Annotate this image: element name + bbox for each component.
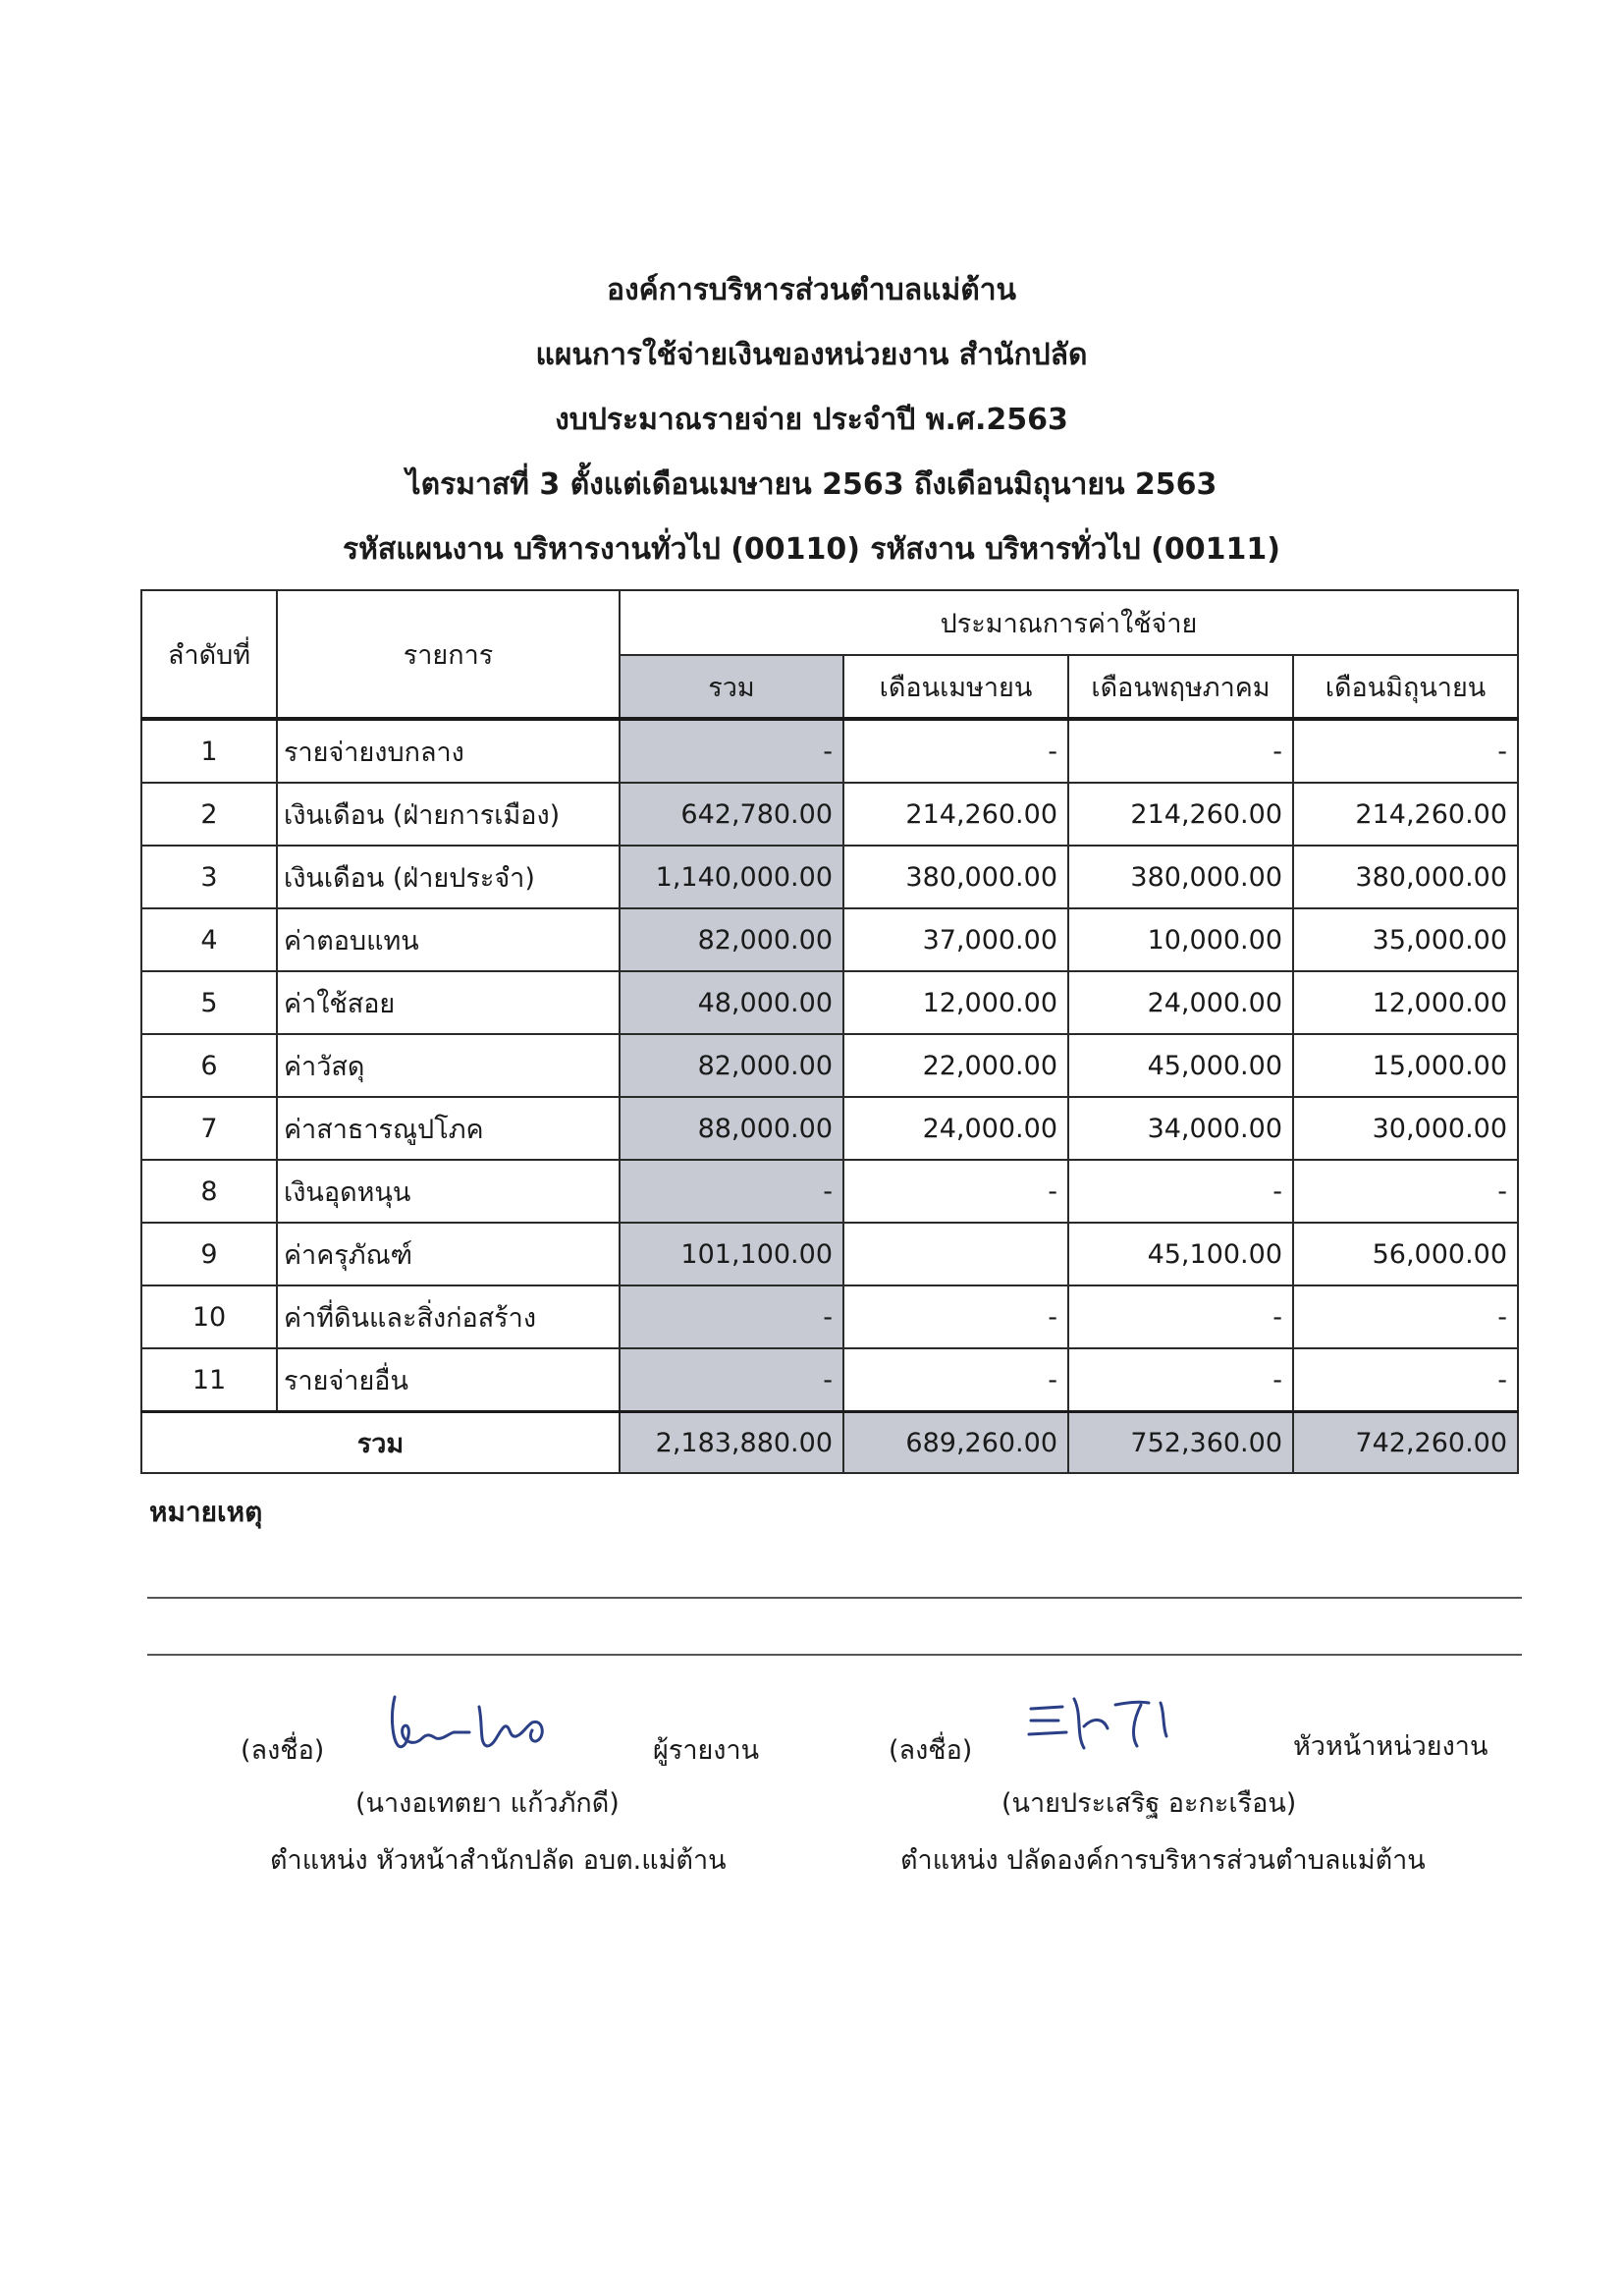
row-total: 1,140,000.00 <box>620 846 843 908</box>
row-june: - <box>1293 1348 1518 1412</box>
row-may: 10,000.00 <box>1068 908 1293 971</box>
row-june: - <box>1293 1285 1518 1348</box>
table-row <box>141 846 1518 908</box>
row-total: 82,000.00 <box>620 1034 843 1097</box>
row-no: 2 <box>141 783 277 846</box>
table-row <box>141 783 1518 846</box>
row-no: 6 <box>141 1034 277 1097</box>
row-total: 101,100.00 <box>620 1223 843 1285</box>
org-name: องค์การบริหารส่วนตำบลแม่ต้าน <box>606 273 1017 307</box>
total-row <box>141 1412 1518 1474</box>
row-june: - <box>1293 719 1518 783</box>
remarks-line-2 <box>147 1654 1522 1656</box>
right-role: หัวหน้าหน่วยงาน <box>1293 1731 1488 1762</box>
row-no: 5 <box>141 971 277 1034</box>
row-april: - <box>843 1348 1068 1412</box>
row-item: เงินเดือน (ฝ่ายการเมือง) <box>277 783 620 846</box>
row-may: 24,000.00 <box>1068 971 1293 1034</box>
row-may: - <box>1068 1348 1293 1412</box>
row-item: ค่าสาธารณูปโภค <box>277 1097 620 1160</box>
row-item: รายจ่ายอื่น <box>277 1348 620 1412</box>
row-june: 214,260.00 <box>1293 783 1518 846</box>
table-row <box>141 1348 1518 1412</box>
row-total: 48,000.00 <box>620 971 843 1034</box>
row-no: 3 <box>141 846 277 908</box>
col-header-may: เดือนพฤษภาคม <box>1068 655 1293 719</box>
row-may: - <box>1068 719 1293 783</box>
row-may: 45,000.00 <box>1068 1034 1293 1097</box>
row-no: 11 <box>141 1348 277 1412</box>
col-header-june: เดือนมิถุนายน <box>1293 655 1518 719</box>
table-row <box>141 1097 1518 1160</box>
left-role: ผู้รายงาน <box>653 1735 760 1766</box>
row-april: 24,000.00 <box>843 1097 1068 1160</box>
col-header-total: รวม <box>620 655 843 719</box>
row-no: 4 <box>141 908 277 971</box>
table-body <box>141 719 1518 1473</box>
row-total: - <box>620 1348 843 1412</box>
right-position: ตำแหน่ง ปลัดองค์การบริหารส่วนตำบลแม่ต้าน <box>900 1845 1426 1876</box>
left-name: (นางอเทตยา แก้วภักดี) <box>355 1788 620 1819</box>
row-item: ค่าครุภัณฑ์ <box>277 1223 620 1285</box>
table-row <box>141 1034 1518 1097</box>
row-june: 12,000.00 <box>1293 971 1518 1034</box>
row-no: 1 <box>141 719 277 783</box>
quarter-range: ไตรมาสที่ 3 ตั้งแต่เดือนเมษายน 2563 ถึงเดือนมิถุนายน 2563 <box>406 467 1217 502</box>
row-item: ค่าตอบแทน <box>277 908 620 971</box>
right-name: (นายประเสริฐ อะกะเรือน) <box>1001 1788 1297 1819</box>
plan-title: แผนการใช้จ่ายเงินของหน่วยงาน สำนักปลัด <box>535 338 1088 372</box>
row-total: - <box>620 1160 843 1223</box>
table-header <box>141 590 1518 719</box>
document-header <box>0 275 1623 599</box>
row-april: 37,000.00 <box>843 908 1068 971</box>
row-total: 642,780.00 <box>620 783 843 846</box>
row-june: 35,000.00 <box>1293 908 1518 971</box>
row-june: 380,000.00 <box>1293 846 1518 908</box>
row-june: 56,000.00 <box>1293 1223 1518 1285</box>
left-position: ตำแหน่ง หัวหน้าสำนักปลัด อบต.แม่ต้าน <box>270 1845 727 1876</box>
row-total: - <box>620 719 843 783</box>
table-row <box>141 971 1518 1034</box>
table-row <box>141 1160 1518 1223</box>
row-total: 88,000.00 <box>620 1097 843 1160</box>
right-sign-label: (ลงชื่อ) <box>889 1735 973 1766</box>
row-april: 380,000.00 <box>843 846 1068 908</box>
remarks-line-1 <box>147 1597 1522 1599</box>
row-june: - <box>1293 1160 1518 1223</box>
row-may: 45,100.00 <box>1068 1223 1293 1285</box>
col-header-item: รายการ <box>277 590 620 719</box>
row-item: ค่าใช้สอย <box>277 971 620 1034</box>
row-april: - <box>843 1285 1068 1348</box>
table-row <box>141 1223 1518 1285</box>
row-may: - <box>1068 1160 1293 1223</box>
plan-code: รหัสแผนงาน บริหารงานทั่วไป (00110) รหัสงาน บริหารทั่วไป (00111) <box>343 532 1280 567</box>
row-item: เงินอุดหนุน <box>277 1160 620 1223</box>
row-june: 30,000.00 <box>1293 1097 1518 1160</box>
total-may: 752,360.00 <box>1068 1412 1293 1474</box>
row-no: 10 <box>141 1285 277 1348</box>
row-item: เงินเดือน (ฝ่ายประจำ) <box>277 846 620 908</box>
row-april <box>843 1223 1068 1285</box>
row-item: ค่าวัสดุ <box>277 1034 620 1097</box>
row-april: - <box>843 1160 1068 1223</box>
row-april: 12,000.00 <box>843 971 1068 1034</box>
row-may: - <box>1068 1285 1293 1348</box>
left-signature-image <box>385 1687 562 1766</box>
row-total: - <box>620 1285 843 1348</box>
table-row <box>141 719 1518 783</box>
total-label: รวม <box>141 1412 620 1474</box>
col-header-no: ลำดับที่ <box>141 590 277 719</box>
left-sign-label: (ลงชื่อ) <box>241 1735 325 1766</box>
row-no: 7 <box>141 1097 277 1160</box>
row-total: 82,000.00 <box>620 908 843 971</box>
col-header-group: ประมาณการค่าใช้จ่าย <box>620 590 1518 655</box>
budget-table <box>140 589 1519 1474</box>
total-april: 689,260.00 <box>843 1412 1068 1474</box>
col-header-april: เดือนเมษายน <box>843 655 1068 719</box>
row-item: รายจ่ายงบกลาง <box>277 719 620 783</box>
row-may: 34,000.00 <box>1068 1097 1293 1160</box>
budget-year: งบประมาณรายจ่าย ประจำปี พ.ศ.2563 <box>555 403 1068 437</box>
right-signature-image <box>1023 1691 1200 1760</box>
table-row <box>141 1285 1518 1348</box>
row-june: 15,000.00 <box>1293 1034 1518 1097</box>
row-april: - <box>843 719 1068 783</box>
row-april: 22,000.00 <box>843 1034 1068 1097</box>
row-item: ค่าที่ดินและสิ่งก่อสร้าง <box>277 1285 620 1348</box>
remarks-label: หมายเหตุ <box>149 1496 263 1528</box>
total-sum: 2,183,880.00 <box>620 1412 843 1474</box>
row-april: 214,260.00 <box>843 783 1068 846</box>
row-may: 214,260.00 <box>1068 783 1293 846</box>
row-no: 9 <box>141 1223 277 1285</box>
total-june: 742,260.00 <box>1293 1412 1518 1474</box>
row-may: 380,000.00 <box>1068 846 1293 908</box>
table-row <box>141 908 1518 971</box>
row-no: 8 <box>141 1160 277 1223</box>
